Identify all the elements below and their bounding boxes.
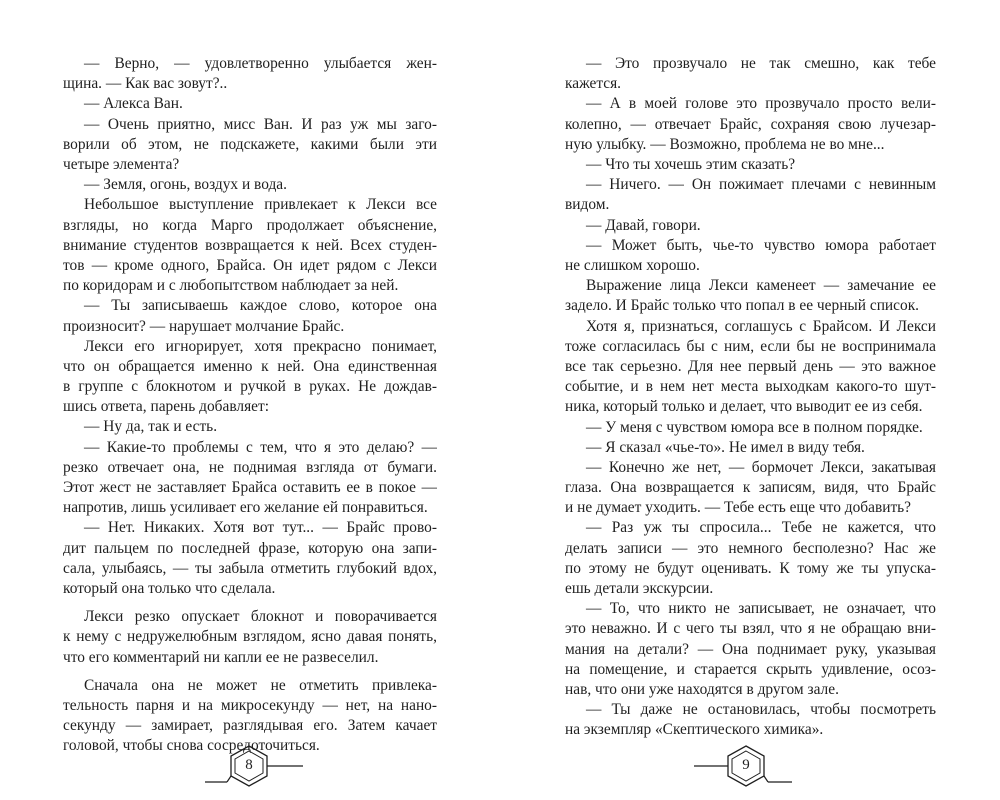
- text-line: тельность парня и на микросекунду — нет, на нано-: [63, 696, 437, 714]
- text-line: — Может быть, чье-то чувство юмора работает: [586, 236, 936, 254]
- text-line: секунду — замирает, разглядывая его. Затем качает: [63, 717, 437, 735]
- text-line: сала, улыбаясь, — ты забыла отметить глубокий вдох,: [63, 559, 437, 577]
- text-line: шись ответа, парень добавляет:: [63, 398, 269, 416]
- paragraph-gap: [63, 599, 437, 607]
- text-line: задело. И Брайс только что попал в ее черный список.: [565, 297, 920, 315]
- text-line: ворили об этом, не подскажете, какими были эти: [63, 135, 437, 153]
- text-line: Выражение лица Лекси каменеет — замечание ее: [586, 277, 936, 295]
- text-line: Сначала она не может не отметить привлека-: [84, 676, 437, 694]
- text-line: все так серьезно. Для нее первый день — это важное: [565, 357, 936, 375]
- text-line: щина. — Как вас зовут?..: [63, 75, 228, 93]
- text-line: на экземпляр «Скептического химика».: [565, 721, 824, 739]
- text-line: — Очень приятно, мисс Ван. И раз уж мы заго-: [84, 115, 437, 133]
- text-line: — А в моей голове это прозвучало просто вели-: [586, 95, 936, 113]
- text-line: внимание студентов возвращается к ней. Всех студен-: [63, 236, 437, 254]
- text-line: — Алекса Ван.: [84, 95, 183, 113]
- text-line: не слишком хорошо.: [565, 256, 700, 274]
- text-line: по этому не будут оценивать. К тому же ты упуска-: [565, 559, 936, 577]
- right-page-folio: [694, 742, 790, 792]
- left-page-folio: [205, 742, 301, 792]
- text-line: — У меня с чувством юмора все в полном порядке.: [586, 418, 923, 436]
- text-line: — То, что никто не записывает, не означает, что: [586, 600, 936, 618]
- text-line: — Что ты хочешь этим сказать?: [586, 155, 796, 173]
- text-line: — Конечно же нет, — бормочет Лекси, закатывая: [586, 458, 936, 476]
- text-line: Небольшое выступление привлекает к Лекси все: [84, 196, 437, 214]
- text-line: Лекси его игнорирует, хотя прекрасно понимает,: [84, 337, 437, 355]
- text-line: — Земля, огонь, воздух и вода.: [84, 176, 287, 194]
- text-line: — Верно, — удовлетворенно улыбается жен-: [84, 55, 437, 72]
- text-line: к нему с недружелюбным взглядом, ясно давая понять,: [63, 628, 437, 646]
- text-line: резко отвечает она, не поднимая взгляда от бумаги.: [63, 458, 437, 476]
- text-line: четыре элемента?: [63, 155, 180, 173]
- text-line: событие, и в нем нет места выходкам какого-то шут-: [565, 378, 936, 396]
- text-line: что его комментарий ни капли ее не развеселил.: [63, 648, 379, 666]
- text-line: колепно, — отвечает Брайс, сохраняя свою лучезар-: [565, 115, 936, 133]
- right-page-text: [565, 54, 936, 741]
- text-line: — Это прозвучало не так смешно, как тебе: [586, 55, 936, 72]
- paragraph-gap: [63, 668, 437, 676]
- text-line: и не думает уходить. — Тебе есть еще что добавить?: [565, 499, 912, 517]
- text-line: — Нет. Никаких. Хотя вот тут... — Брайс прово-: [84, 519, 437, 537]
- text-line: в группе с блокнотом и ручкой в руках. Не дождав-: [63, 378, 437, 396]
- text-line: кажется.: [565, 75, 622, 93]
- text-line: — Какие-то проблемы с тем, что я это делаю? —: [84, 438, 437, 456]
- text-line: произносит? — нарушает молчание Брайс.: [63, 317, 345, 335]
- text-line: — Давай, говори.: [586, 216, 701, 234]
- text-line: — Ничего. — Он пожимает плечами с невинным: [586, 176, 936, 194]
- text-line: — Раз уж ты спросила... Тебе не кажется, что: [586, 519, 936, 537]
- text-line: ника, который только и делает, что выводит ее из себя.: [565, 398, 923, 416]
- text-line: ную улыбку. — Возможно, проблема не во мне...: [565, 135, 885, 153]
- text-line: — Я сказал «чье-то». Не имел в виду тебя.: [586, 438, 865, 456]
- text-line: что он обращается именно к ней. Она единственная: [63, 357, 437, 375]
- text-line: тоже согласилась бы с ним, если бы не воспринимала: [565, 337, 936, 355]
- text-line: Хотя я, признаться, соглашусь с Брайсом. И Лекси: [586, 317, 936, 335]
- text-line: Лекси резко опускает блокнот и поворачивается: [84, 608, 437, 626]
- text-line: Этот жест не заставляет Брайса оставить ее в покое —: [63, 479, 437, 497]
- text-line: который она только что сделала.: [63, 580, 276, 598]
- text-line: — Ну да, так и есть.: [84, 418, 218, 436]
- right-page-number: 9: [742, 757, 750, 773]
- text-line: видом.: [565, 196, 610, 214]
- left-page-text: [63, 54, 437, 757]
- text-line: нав, что они уже находятся в другом зале.: [565, 681, 839, 698]
- text-line: это неважно. И с чего ты взял, что я не обращаю вни-: [565, 620, 936, 638]
- text-line: ешь детали экскурсии.: [565, 580, 714, 598]
- text-line: тов — кроме одного, Брайса. Он идет рядом с Лекси: [63, 256, 437, 274]
- text-line: на помещение, и старается скрыть удивление, осоз-: [565, 660, 936, 678]
- text-line: напротив, лишь усиливает его желание ей понравиться.: [63, 499, 428, 517]
- text-line: мания на детали? — Она поднимает руку, указывая: [565, 640, 936, 658]
- text-line: — Ты даже не остановилась, чтобы посмотреть: [586, 701, 936, 719]
- text-line: — Ты записываешь каждое слово, которое она: [84, 297, 437, 315]
- text-line: головой, чтобы снова сосредоточиться.: [63, 737, 320, 755]
- text-line: дит пальцем по последней фразе, которую она запи-: [63, 539, 437, 557]
- text-line: взгляды, но когда Марго продолжает объяснение,: [63, 216, 437, 234]
- text-line: глаза. Она возвращается к записям, видя, что Брайс: [565, 479, 936, 497]
- text-line: делать записи — это немного бесполезно? Нас же: [565, 539, 936, 557]
- left-page-number: 8: [245, 757, 253, 773]
- text-line: по коридорам и с любопытством наблюдает за ней.: [63, 277, 399, 295]
